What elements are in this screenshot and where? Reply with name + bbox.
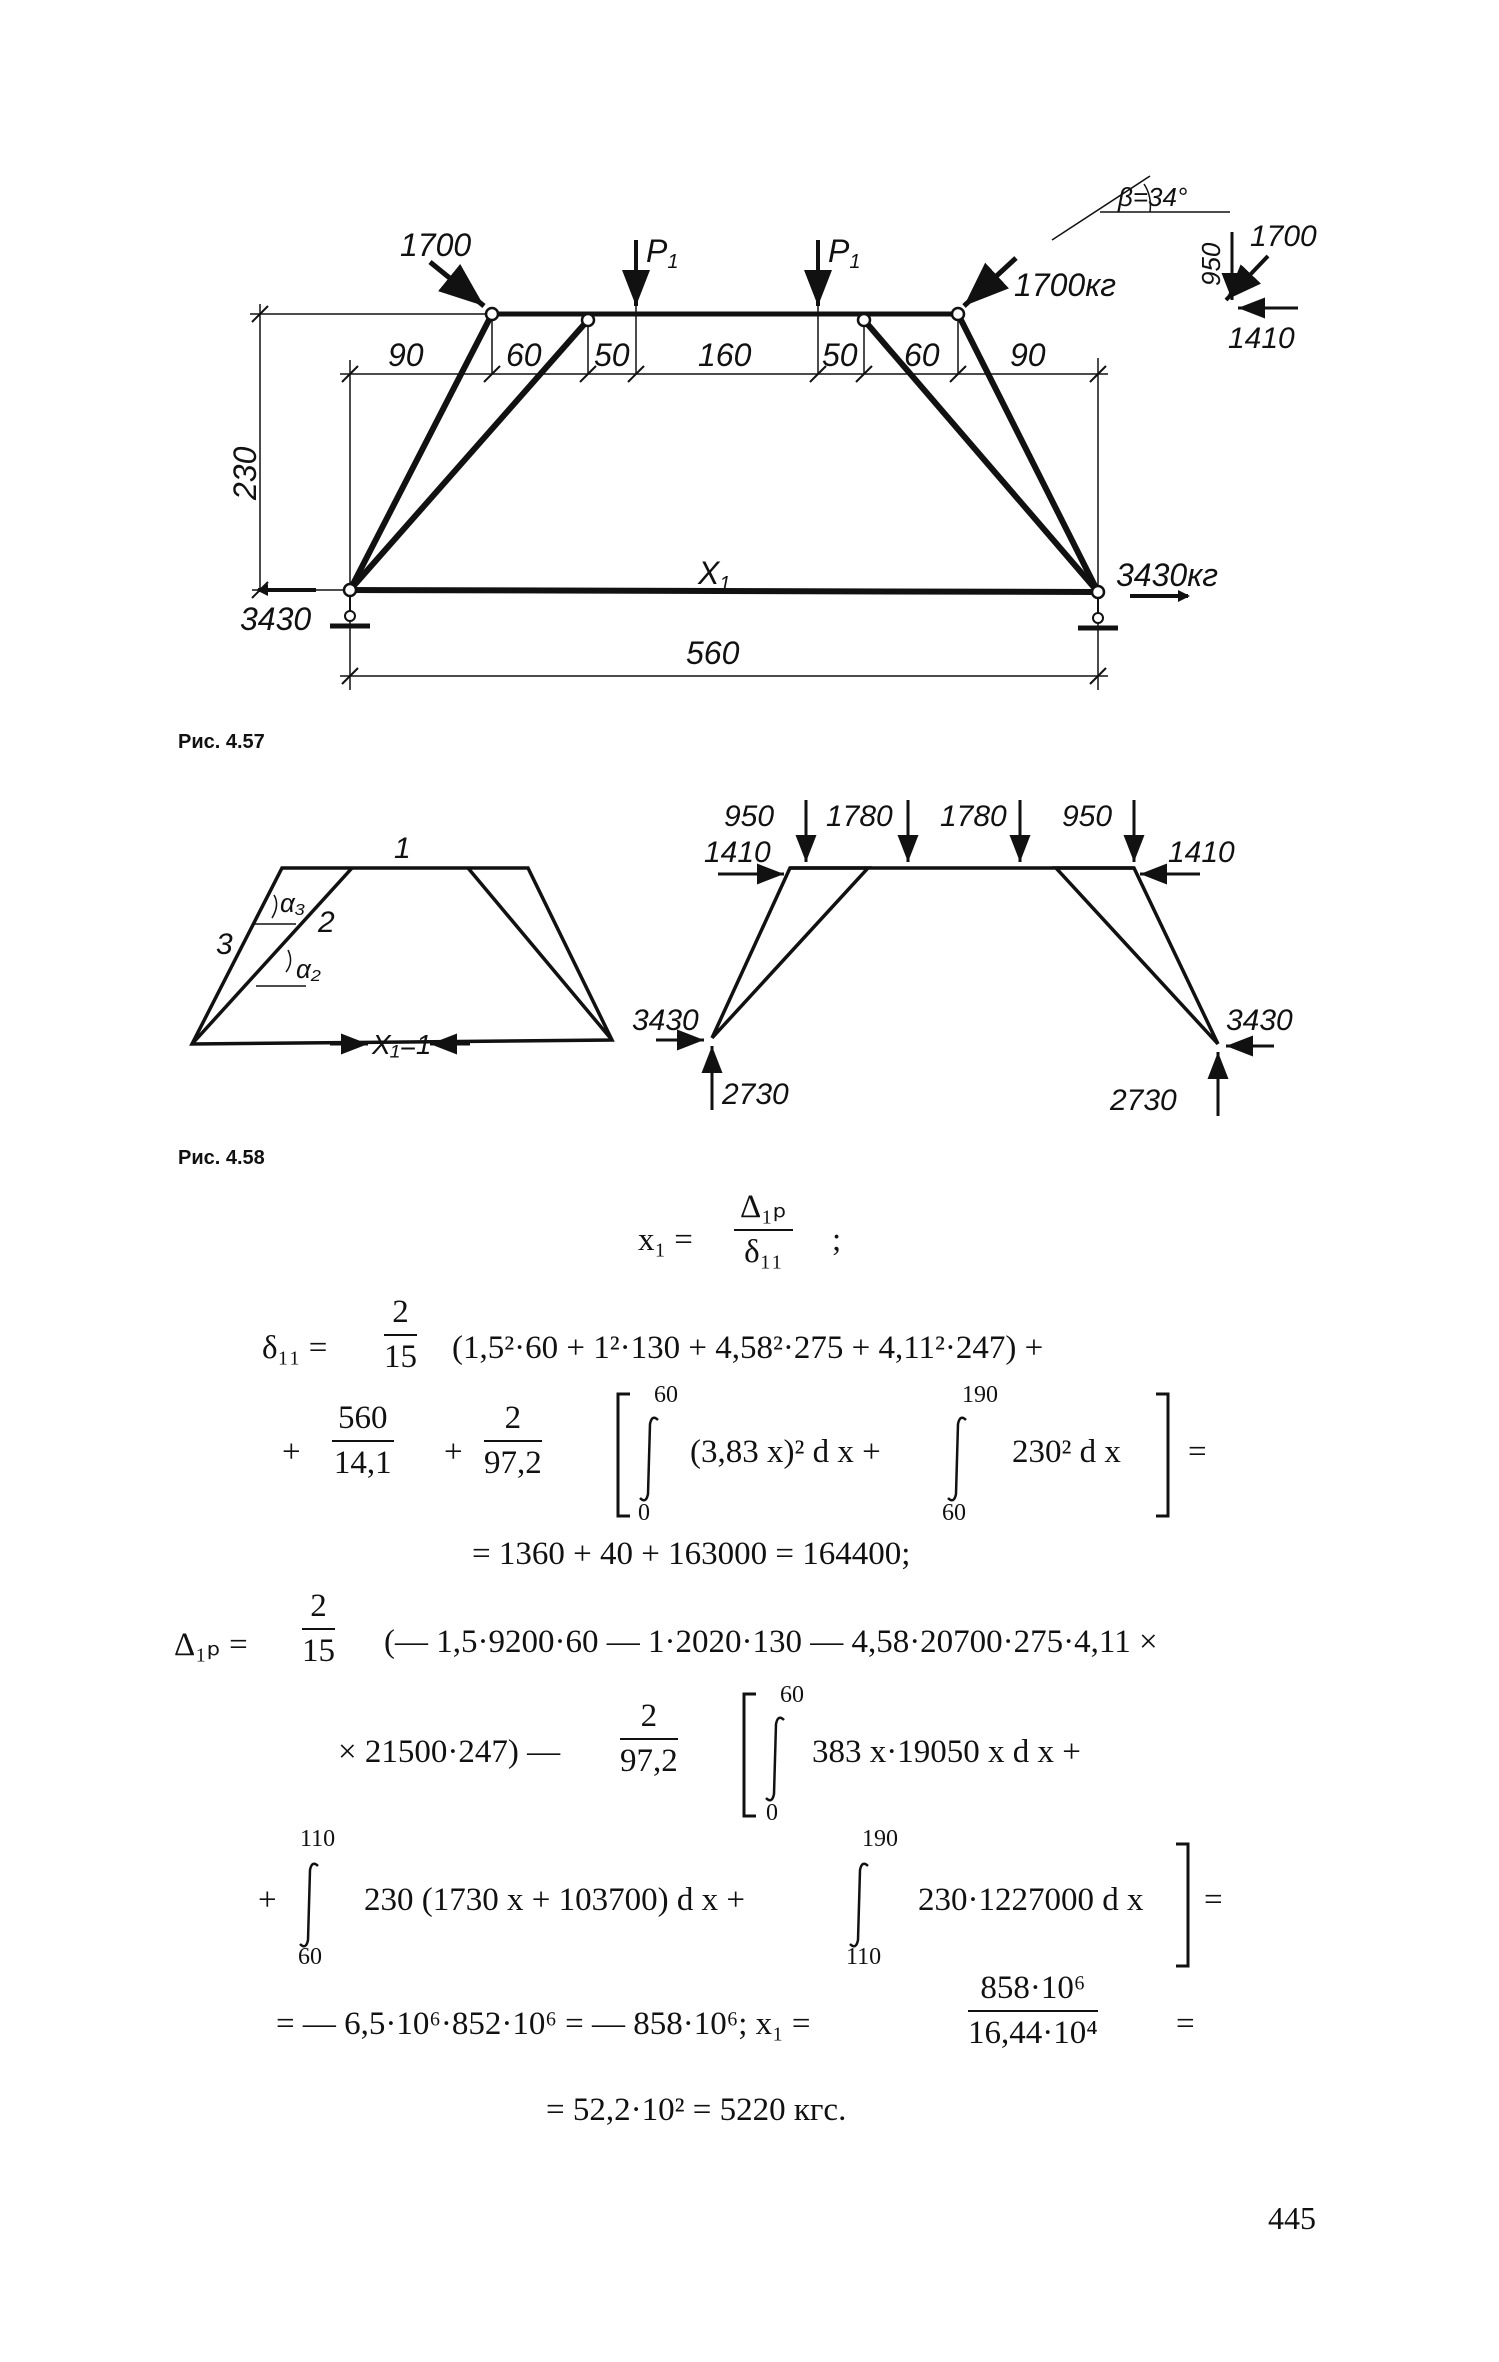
reaction-2730-left: 2730 — [722, 1078, 789, 1111]
int2-lower: 60 — [942, 1500, 966, 1526]
int1-body: (3,83 x)² d x + — [690, 1434, 881, 1470]
int4-upper: 110 — [300, 1826, 336, 1852]
int5-lower: 110 — [846, 1944, 882, 1970]
eq-d11-lhs: δ₁₁ = — [262, 1330, 328, 1366]
beta-label: β=34° — [1118, 182, 1188, 212]
int3-upper: 60 — [780, 1682, 804, 1708]
load-1410-left: 1410 — [704, 836, 771, 869]
int4-body: 230 (1730 x + 103700) d x + — [364, 1882, 745, 1918]
eq-d11b-plus: + — [282, 1434, 301, 1470]
bracket-left-dp — [738, 1690, 762, 1820]
dim-60-left: 60 — [506, 337, 542, 373]
int3-body: 383 x·19050 x d x + — [812, 1734, 1081, 1770]
reaction-3430-left: 3430 — [240, 601, 312, 637]
int5-upper: 190 — [862, 1826, 898, 1852]
figure-4-58 — [0, 780, 1499, 1140]
dim-60-right: 60 — [904, 337, 940, 373]
eq-dp3-eq: = — [1204, 1882, 1223, 1918]
reaction-3430-left: 3430 — [632, 1004, 699, 1037]
load-p1-b: P1 — [828, 233, 861, 273]
integral-sign-5 — [846, 1860, 876, 1950]
figure-4-57 — [0, 0, 1499, 720]
eq-dp1-body: (— 1,5·9200·60 — 1·2020·130 — 4,58·20700·275·4,11 × — [384, 1624, 1158, 1660]
x1-label: X1 — [698, 555, 731, 595]
eq-dp4-eq: = — [1176, 2006, 1195, 2042]
load-1780-b: 1780 — [940, 800, 1007, 833]
comp-950: 950 — [1196, 242, 1226, 286]
int3-lower: 0 — [766, 1800, 778, 1826]
eq-dp2-pre: × 21500·247) — — [338, 1734, 561, 1770]
int4-lower: 60 — [298, 1944, 322, 1970]
load-p1-a: P1 — [646, 233, 679, 273]
eq-dp4-pre: = — 6,5·10⁶·852·10⁶ = — 858·10⁶; x₁ = — [276, 2006, 811, 2042]
integral-sign-1 — [636, 1414, 666, 1504]
dim-230: 230 — [227, 446, 263, 500]
dim-560: 560 — [686, 635, 740, 671]
eq-dp3-plus: + — [258, 1882, 277, 1918]
eq-d11b-frac1: $\frac{560}{14,1}$ — [333, 1400, 392, 1481]
int1-lower: 0 — [638, 1500, 650, 1526]
int2-body: 230² d x — [1012, 1434, 1121, 1470]
comp-1700: 1700 — [1250, 220, 1317, 253]
page-number: 445 — [1268, 2200, 1316, 2236]
comp-1410: 1410 — [1228, 322, 1295, 355]
bar-3-label: 3 — [216, 928, 233, 961]
eq-dp1-lhs: Δ₁ₚ = — [174, 1627, 248, 1663]
eq-x1-frac: $\frac{\text{Δ₁ₚ}}{\text{δ₁₁}}$ — [734, 1186, 793, 1271]
int5-body: 230·1227000 d x — [918, 1882, 1144, 1918]
load-950-left: 950 — [724, 800, 775, 833]
integral-sign-4 — [296, 1860, 326, 1950]
bar-2-label: 2 — [318, 906, 335, 939]
eq-d11b-mid: + — [444, 1434, 463, 1470]
eq-x1-lhs: x₁ = — [638, 1222, 693, 1258]
load-1410-right: 1410 — [1168, 836, 1235, 869]
eq-dp1-frac: $\frac{2}{15}$ — [302, 1588, 335, 1669]
integral-sign-3 — [762, 1714, 792, 1804]
eq-final-result: = 52,2·10² = 5220 кгс. — [546, 2092, 847, 2128]
caption-fig-4-57: Рис. 4.57 — [178, 731, 265, 753]
eq-x1-tail: ; — [832, 1222, 842, 1258]
eq-dp2-frac: $\frac{2}{97,2}$ — [620, 1698, 678, 1779]
load-950-right: 950 — [1062, 800, 1113, 833]
load-1780-a: 1780 — [826, 800, 893, 833]
bracket-left-d11 — [612, 1390, 636, 1520]
load-1700-left: 1700 — [400, 227, 472, 263]
eq-d11-body: (1,5²·60 + 1²·130 + 4,58²·275 + 4,11²·247) + — [452, 1330, 1044, 1366]
dim-50-left: 50 — [594, 337, 630, 373]
dim-50-right: 50 — [822, 337, 858, 373]
reaction-3430-right: 3430кг — [1116, 557, 1219, 593]
dim-90-left: 90 — [388, 337, 424, 373]
dim-160: 160 — [698, 337, 752, 373]
eq-dp4-frac: $\frac{\text{858·10⁶}}{\text{16,44·10⁴}}$ — [968, 1970, 1098, 2051]
int1-upper: 60 — [654, 1382, 678, 1408]
reaction-3430-right: 3430 — [1226, 1004, 1293, 1037]
x1-unit-label: X₁=1 — [372, 1029, 432, 1060]
eq-d11-frac: $\frac{2}{15}$ — [384, 1294, 417, 1375]
bracket-right-dp — [1170, 1840, 1194, 1970]
dim-90-right: 90 — [1010, 337, 1046, 373]
eq-d11b-eq: = — [1188, 1434, 1207, 1470]
int2-upper: 190 — [962, 1382, 998, 1408]
load-1700-right: 1700кг — [1014, 267, 1117, 303]
integral-sign-2 — [944, 1414, 974, 1504]
eq-d11-result: = 1360 + 40 + 163000 = 164400; — [472, 1536, 911, 1572]
bar-1-label: 1 — [394, 832, 411, 865]
bracket-right-d11 — [1150, 1390, 1174, 1520]
eq-d11b-frac2: $\frac{2}{97,2}$ — [484, 1400, 542, 1481]
alpha2-label: α₂ — [296, 954, 321, 984]
alpha3-label: α₃ — [280, 888, 306, 918]
reaction-2730-right: 2730 — [1110, 1084, 1177, 1117]
caption-fig-4-58: Рис. 4.58 — [178, 1147, 265, 1169]
